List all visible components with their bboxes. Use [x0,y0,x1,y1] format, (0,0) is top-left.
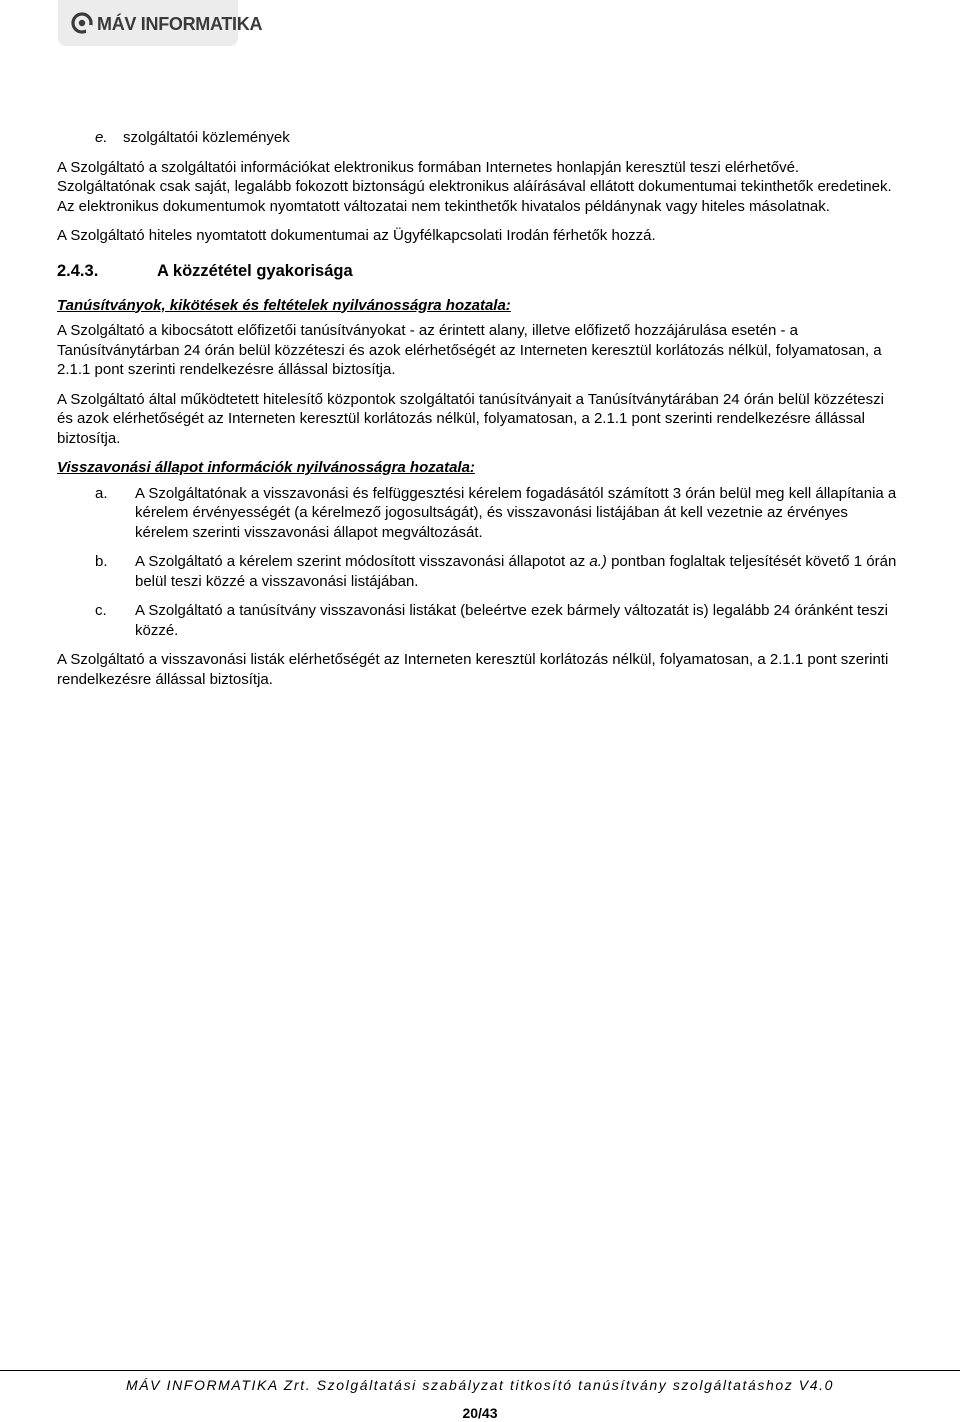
paragraph: A Szolgáltató hiteles nyomtatott dokumentumai az Ügyfélkapcsolati Irodán férhetők hozzá. [57,227,656,244]
list-item [95,601,900,640]
logo-wordmark: MÁV INFORMATIKA [97,14,263,34]
paragraph: A Szolgáltató a kibocsátott előfizetői tanúsítványokat - az érintett alany, illetve előfizető hozzájárulása esetén - a Tanúsítványtárban 24 órán belül közzéteszi és azok elérhetőségét az Interneten keresztül korlátozás nélkül, folyamatosan, a 2.1.1 pont szerinti rendelkezésre állással biztosítja. [57,322,882,378]
document-body [57,128,900,689]
list-text-part: pontban foglaltak teljesítését követő 1 órán belül teszi közzé a visszavonási listájában. [135,553,897,590]
item-marker: e. [95,129,108,146]
list-item [95,552,900,591]
paragraph: A Szolgáltató a visszavonási listák elérhetőségét az Interneten keresztül korlátozás nélkül, folyamatosan, a 2.1.1 pont szerinti rendelkezésre állással biztosítja. [57,651,889,688]
section-title: A közzététel gyakorisága [157,261,353,280]
list-marker: c. [95,602,107,619]
footer-text: MÁV INFORMATIKA Zrt. Szolgáltatási szabályzat titkosító tanúsítvány szolgáltatáshoz V4.0 [125,1377,835,1393]
list-marker: a. [95,484,108,502]
item-e [95,128,900,148]
section-number: 2.4.3. [57,261,99,280]
paragraph: A Szolgáltató a szolgáltatói információkat elektronikus formában Internetes honlapján keresztül teszi elérhetővé. Szolgáltatónak csak saját, legalább fokozott biztonságú elektronikus aláírásával ellátott dokumentumai tekinthetők eredetinek. Az elektronikus dokumentumok nyomtatott változatai nem tekinthetők hivatalos példánynak vagy hiteles másolatnak. [57,158,892,215]
company-logo [58,0,263,46]
paragraph: A Szolgáltató által működtetett hitelesítő központok szolgáltatói tanúsítványait a Tanúsítványtárában 24 órán belül közzéteszi és azok elérhetőségét az Interneten keresztül korlátozás nélkül, folyamatosan, a 2.1.1 pont szerinti rendelkezésre állással biztosítja. [57,390,884,447]
section-heading [57,260,900,282]
subsection-label: Visszavonási állapot információk nyilvánosságra hozatala: [57,459,475,476]
subsection-label: Tanúsítványok, kikötések és feltételek nyilvánosságra hozatala: [57,296,511,314]
list-item [95,484,900,543]
page-number: 20/43 [462,1405,498,1421]
list-text: A Szolgáltatónak a visszavonási és felfüggesztési kérelem fogadásától számított 3 órán belül meg kell állapítania a kérelem érvényességét (a kérelmező jogosultságát), és visszavonási listájában át kell vezetnie az érvényes kérelem szerinti visszavonási állapot megváltozását. [135,484,897,541]
list-marker: b. [95,553,108,570]
logo-emblem-icon [71,12,93,34]
revocation-list [95,484,900,641]
list-text [135,552,900,591]
list-text-reference: a.) [589,553,607,570]
footer-divider [0,1370,960,1371]
item-title: szolgáltatói közlemények [123,129,290,146]
list-text: A Szolgáltató a tanúsítvány visszavonási listákat (beleértve ezek bármely változatát is) legalább 24 óránként teszi közzé. [135,602,888,639]
list-text-part: A Szolgáltató a kérelem szerint módosított visszavonási állapotot az [135,553,590,570]
